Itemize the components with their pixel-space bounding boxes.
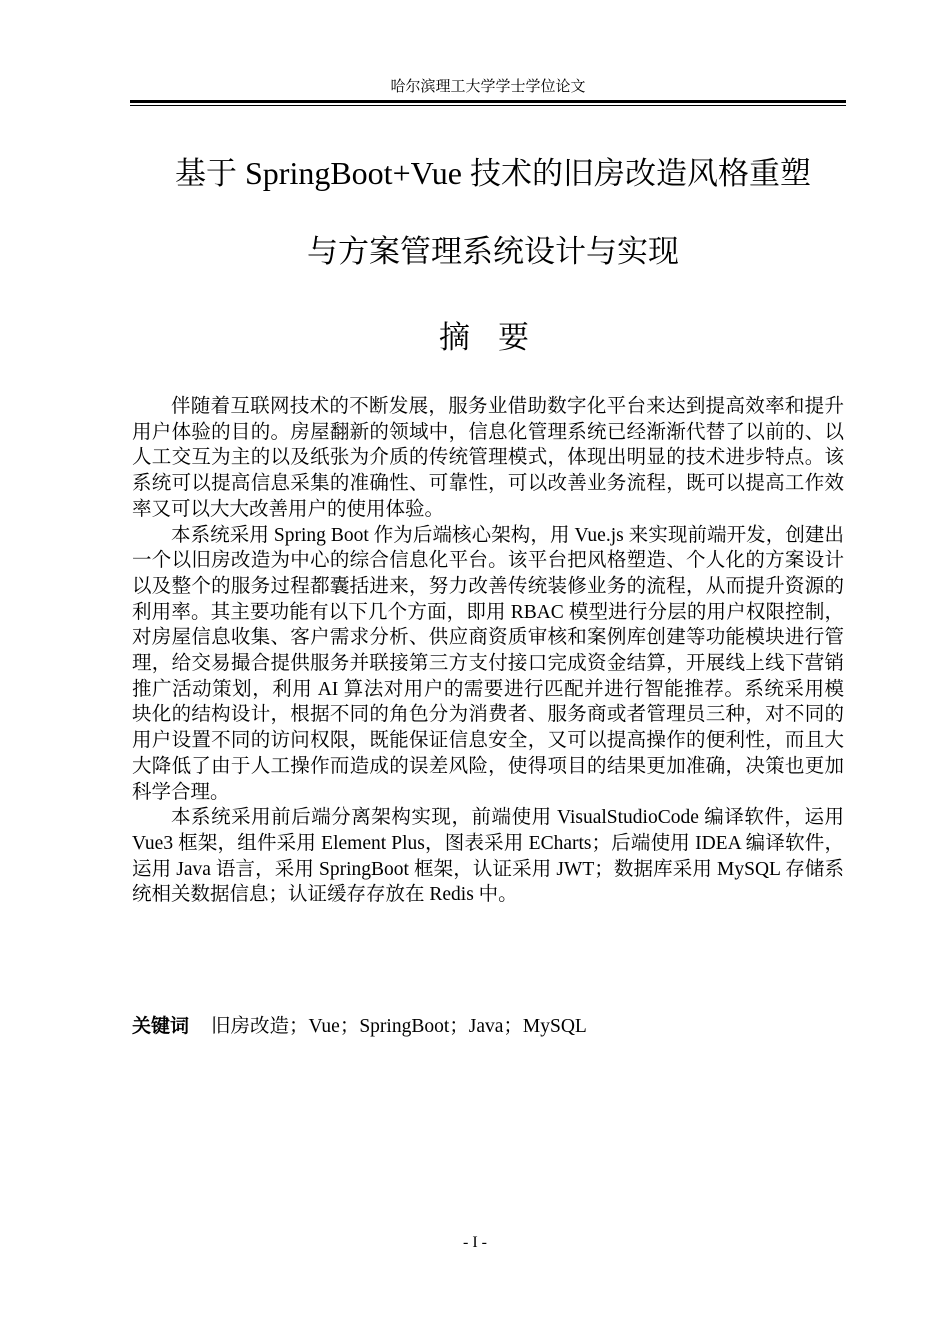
- abstract-paragraph-2: 本系统采用 Spring Boot 作为后端核心架构，用 Vue.js 来实现前端开发，创建出一个以旧房改造为中心的综合信息化平台。该平台把风格塑造、个人化的方案设计以及整个的服务过程都囊括进来，努力改善传统装修业务的流程，从而提升资源的利用率。其主要功能有以下几个方面，即用 RBAC 模型进行分层的用户权限控制，对房屋信息收集、客户需求分析、供应商资质审核和案例库创建等功能模块进行管理，给交易撮合提供服务并联接第三方支付接口完成资金结算，开展线上线下营销推广活动策划，利用 AI 算法对用户的需要进行匹配并进行智能推荐。系统采用模块化的结构设计，根据不同的角色分为消费者、服务商或者管理员三种，对不同的用户设置不同的访问权限，既能保证信息安全，又可以提高操作的便利性，而且大大降低了由于人工操作而造成的误差风险，使得项目的结果更加准确，决策也更加科学合理。: [132, 524, 844, 803]
- title-suffix: 技术的旧房改造风格重塑: [470, 156, 811, 192]
- keywords-value: 旧房改造；Vue；SpringBoot；Java；MySQL: [211, 1016, 587, 1037]
- abstract-paragraph-1: 伴随着互联网技术的不断发展，服务业借助数字化平台来达到提高效率和提升用户体验的目的。房屋翻新的领域中，信息化管理系统已经渐渐代替了以前的、以人工交互为主的以及纸张为介质的传统管理模式，体现出明显的技术进步特点。该系统可以提高信息采集的准确性、可靠性，可以改善业务流程，既可以提高工作效率又可以大大改善用户的使用体验。: [132, 396, 844, 520]
- abstract-body: [132, 394, 844, 908]
- keywords: [132, 1013, 844, 1040]
- title-prefix: 基于: [174, 156, 237, 192]
- title-latin: SpringBoot+Vue: [236, 155, 470, 191]
- abstract-paragraph-3: 本系统采用前后端分离架构实现，前端使用 VisualStudioCode 编译软件，运用 Vue3 框架，组件采用 Element Plus，图表采用 ECharts；后端使用 IDEA 编译软件，运用 Java 语言，采用 SpringBoot 框架，认证采用 JWT；数据库采用 MySQL 存储系统相关数据信息；认证缓存存放在 Redis 中。: [132, 807, 844, 906]
- abstract-heading: 摘要: [439, 320, 557, 356]
- thesis-title-line-2: 与方案管理系统设计与实现: [307, 234, 679, 270]
- keywords-label: 关键词: [132, 1015, 190, 1037]
- running-header: 哈尔滨理工大学学士学位论文: [390, 79, 586, 95]
- thesis-title-line-1: [18, 153, 950, 194]
- header-rule-thin: [130, 105, 846, 106]
- header-rule-thick: [130, 100, 846, 103]
- page-number: - I -: [463, 1234, 487, 1251]
